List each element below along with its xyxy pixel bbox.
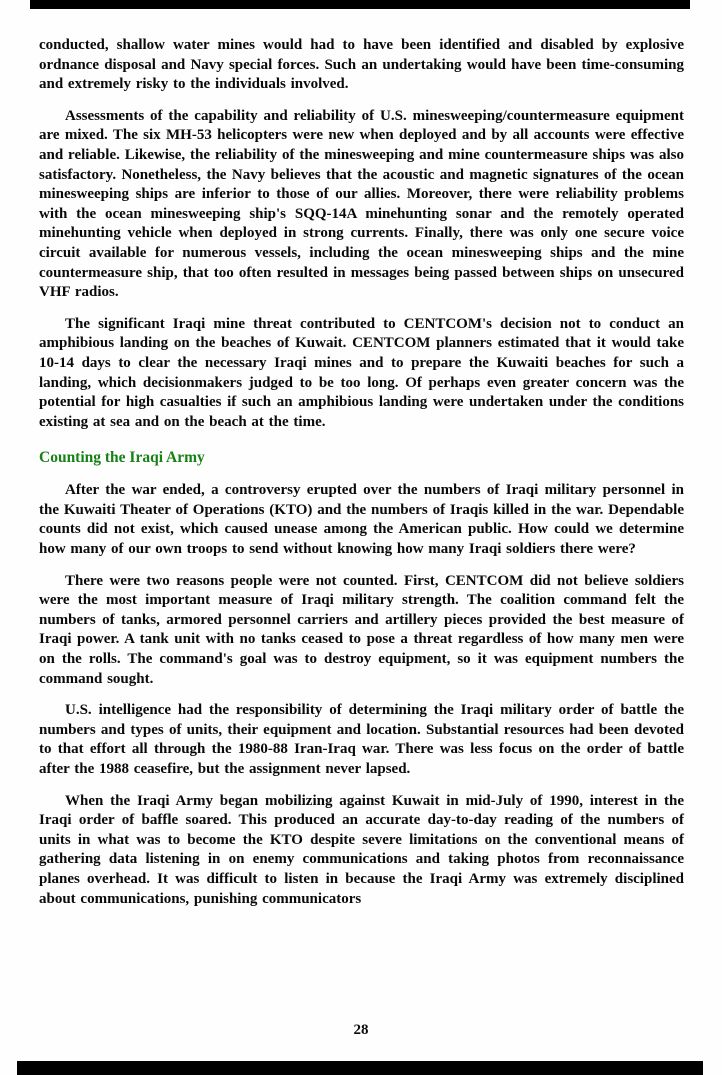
paragraph-continuation: conducted, shallow water mines would had to have been identified and disabled by explosive ordnance disposal and Navy special forces. Such an undertaking would have been time-consuming and extremely risky to the individuals involved. bbox=[39, 37, 684, 93]
paragraph: Assessments of the capability and reliability of U.S. minesweeping/countermeasure equipment are mixed. The six MH-53 helicopters were new when deployed and by all accounts were effective and reliable. Likewise, the reliability of the minesweeping and mine countermeasure ships was also satisfactory. Nonetheless, the Navy believes that the acoustic and magnetic signatures of the ocean minesweeping ships are inferior to those of our allies. Moreover, there were reliability problems with the ocean minesweeping ship's SQQ-14A minehunting sonar and the remotely operated minehunting vehicle when deployed in strong currents. Finally, there was only one secure voice circuit available for numerous vessels, including the ocean minesweeping ships and the mine countermeasure ship, that too often resulted in messages being passed between ships on unsecured VHF radios. bbox=[39, 107, 684, 301]
scan-border-top bbox=[30, 0, 690, 9]
page-number: 28 bbox=[353, 1022, 369, 1038]
paragraph: There were two reasons people were not counted. First, CENTCOM did not believe soldiers were the most important measure of Iraqi military strength. The coalition command felt the numbers of tanks, armored personnel carriers and artillery pieces provided the best measure of Iraqi power. A tank unit with no tanks ceased to pose a threat regardless of how many men were on the rolls. The command's goal was to destroy equipment, so it was equipment numbers the command sought. bbox=[39, 572, 684, 687]
paragraph: When the Iraqi Army began mobilizing against Kuwait in mid-July of 1990, interest in the Iraqi order of baffle soared. This produced an accurate day-to-day reading of the numbers of units in what was to become the KTO despite severe limitations on the conventional means of gathering data listening in on enemy communications and taking photos from reconnaissance planes overhead. It was difficult to listen in because the Iraqi Army was extremely disciplined about communications, punishing communicators bbox=[39, 792, 684, 907]
page-content bbox=[39, 36, 684, 921]
paragraph: U.S. intelligence had the responsibility of determining the Iraqi military order of battle the numbers and types of units, their equipment and location. Substantial resources had been devoted to that effort all through the 1980-88 Iran-Iraq war. There was less focus on the order of battle after the 1988 ceasefire, but the assignment never lapsed. bbox=[39, 702, 684, 777]
scan-border-bottom bbox=[17, 1061, 703, 1075]
paragraph: The significant Iraqi mine threat contributed to CENTCOM's decision not to conduct an amphibious landing on the beaches of Kuwait. CENTCOM planners estimated that it would take 10-14 days to clear the necessary Iraqi mines and to prepare the Kuwaiti beaches for such a landing, which decisionmakers judged to be too long. Of perhaps even greater concern was the potential for high casualties if such an amphibious landing were undertaken under the conditions existing at sea and on the beach at the time. bbox=[39, 315, 684, 430]
paragraph: After the war ended, a controversy erupted over the numbers of Iraqi military personnel in the Kuwaiti Theater of Operations (KTO) and the numbers of Iraqis killed in the war. Dependable counts did not exist, which caused unease among the American public. How could we determine how many of our own troops to send without knowing how many Iraqi soldiers there were? bbox=[39, 482, 684, 558]
section-heading: Counting the Iraqi Army bbox=[39, 449, 205, 467]
